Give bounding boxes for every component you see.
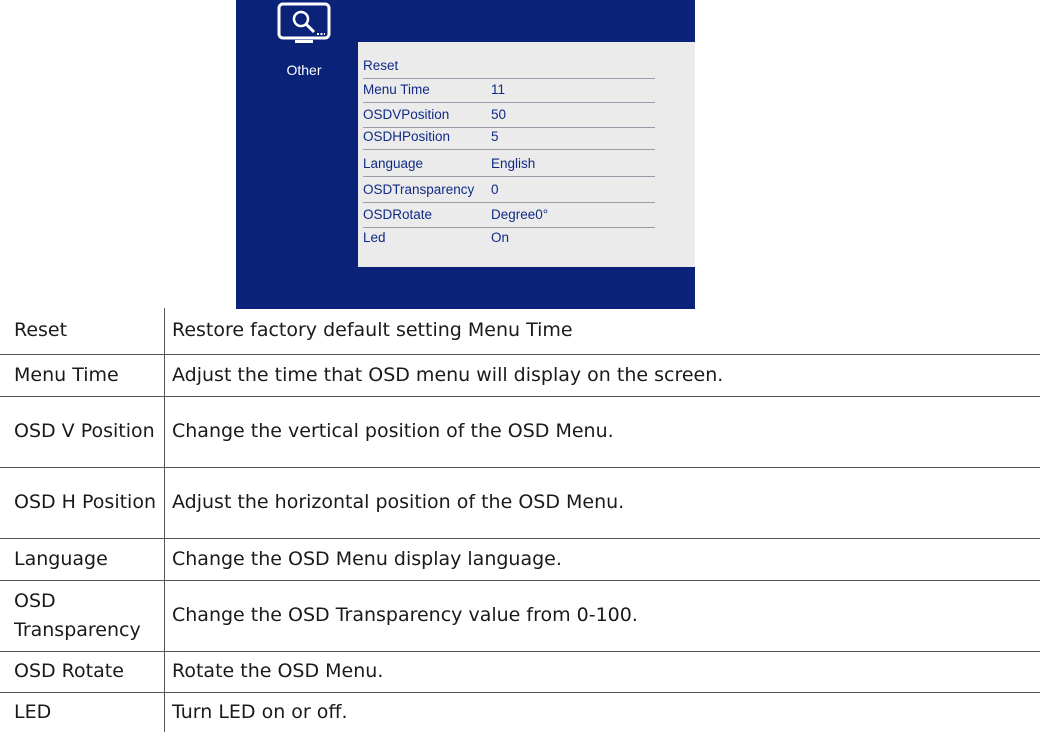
setting-description: Change the OSD Menu display language. bbox=[172, 547, 562, 570]
setting-name: OSD H Position bbox=[0, 467, 165, 538]
osd-item-label: Language bbox=[363, 156, 424, 171]
osd-item-language bbox=[363, 152, 655, 177]
osd-item-value: Degree0° bbox=[491, 207, 549, 222]
osd-item-label: OSDVPosition bbox=[363, 107, 450, 122]
osd-menu-screenshot bbox=[236, 0, 695, 309]
table-row bbox=[0, 354, 1040, 396]
osd-settings-panel bbox=[358, 42, 695, 267]
setting-description: Turn LED on or off. bbox=[172, 700, 348, 723]
setting-name: OSD Rotate bbox=[0, 651, 165, 692]
osd-item-led bbox=[363, 226, 655, 250]
osd-item-reset bbox=[363, 54, 655, 79]
setting-description: Adjust the time that OSD menu will display on the screen. bbox=[172, 363, 724, 386]
setting-name: OSD Transparency bbox=[0, 580, 165, 651]
table-row bbox=[0, 651, 1040, 692]
setting-name: OSD V Position bbox=[0, 396, 165, 467]
osd-item-hposition bbox=[363, 125, 655, 150]
osd-item-label: Reset bbox=[363, 58, 399, 73]
setting-description: Rotate the OSD Menu. bbox=[172, 660, 384, 682]
table-row bbox=[0, 580, 1040, 651]
osd-item-label: Led bbox=[363, 230, 386, 245]
osd-item-value: 11 bbox=[491, 82, 506, 97]
osd-category-label: Other bbox=[286, 62, 322, 78]
osd-item-value: English bbox=[491, 156, 536, 171]
osd-item-rotate bbox=[363, 203, 655, 228]
setting-description: Restore factory default setting Menu Time bbox=[172, 319, 573, 342]
setting-description: Change the OSD Transparency value from 0-100. bbox=[172, 604, 638, 626]
osd-item-label: OSDRotate bbox=[363, 207, 433, 222]
table-row bbox=[0, 467, 1040, 538]
setting-description: Adjust the horizontal position of the OSD Menu. bbox=[172, 491, 625, 513]
setting-name: Menu Time bbox=[0, 354, 165, 396]
osd-item-transparency bbox=[363, 178, 655, 203]
osd-item-menu-time bbox=[363, 78, 655, 103]
setting-description: Change the vertical position of the OSD Menu. bbox=[172, 420, 614, 442]
setting-name: LED bbox=[0, 692, 165, 732]
osd-item-value: On bbox=[491, 230, 510, 245]
setting-name: Reset bbox=[0, 308, 165, 354]
osd-item-value: 5 bbox=[491, 129, 499, 144]
table-row bbox=[0, 538, 1040, 580]
osd-item-label: Menu Time bbox=[363, 82, 430, 97]
osd-item-value: 50 bbox=[491, 107, 507, 122]
table-row bbox=[0, 396, 1040, 467]
table-row bbox=[0, 692, 1040, 732]
setting-name: Language bbox=[0, 538, 165, 580]
osd-item-label: OSDHPosition bbox=[363, 129, 451, 144]
monitor-magnifier-icon bbox=[277, 2, 331, 46]
osd-item-value: 0 bbox=[491, 182, 499, 197]
settings-description-table bbox=[0, 308, 1040, 732]
table-row bbox=[0, 308, 1040, 354]
osd-item-label: OSDTransparency bbox=[363, 182, 475, 197]
